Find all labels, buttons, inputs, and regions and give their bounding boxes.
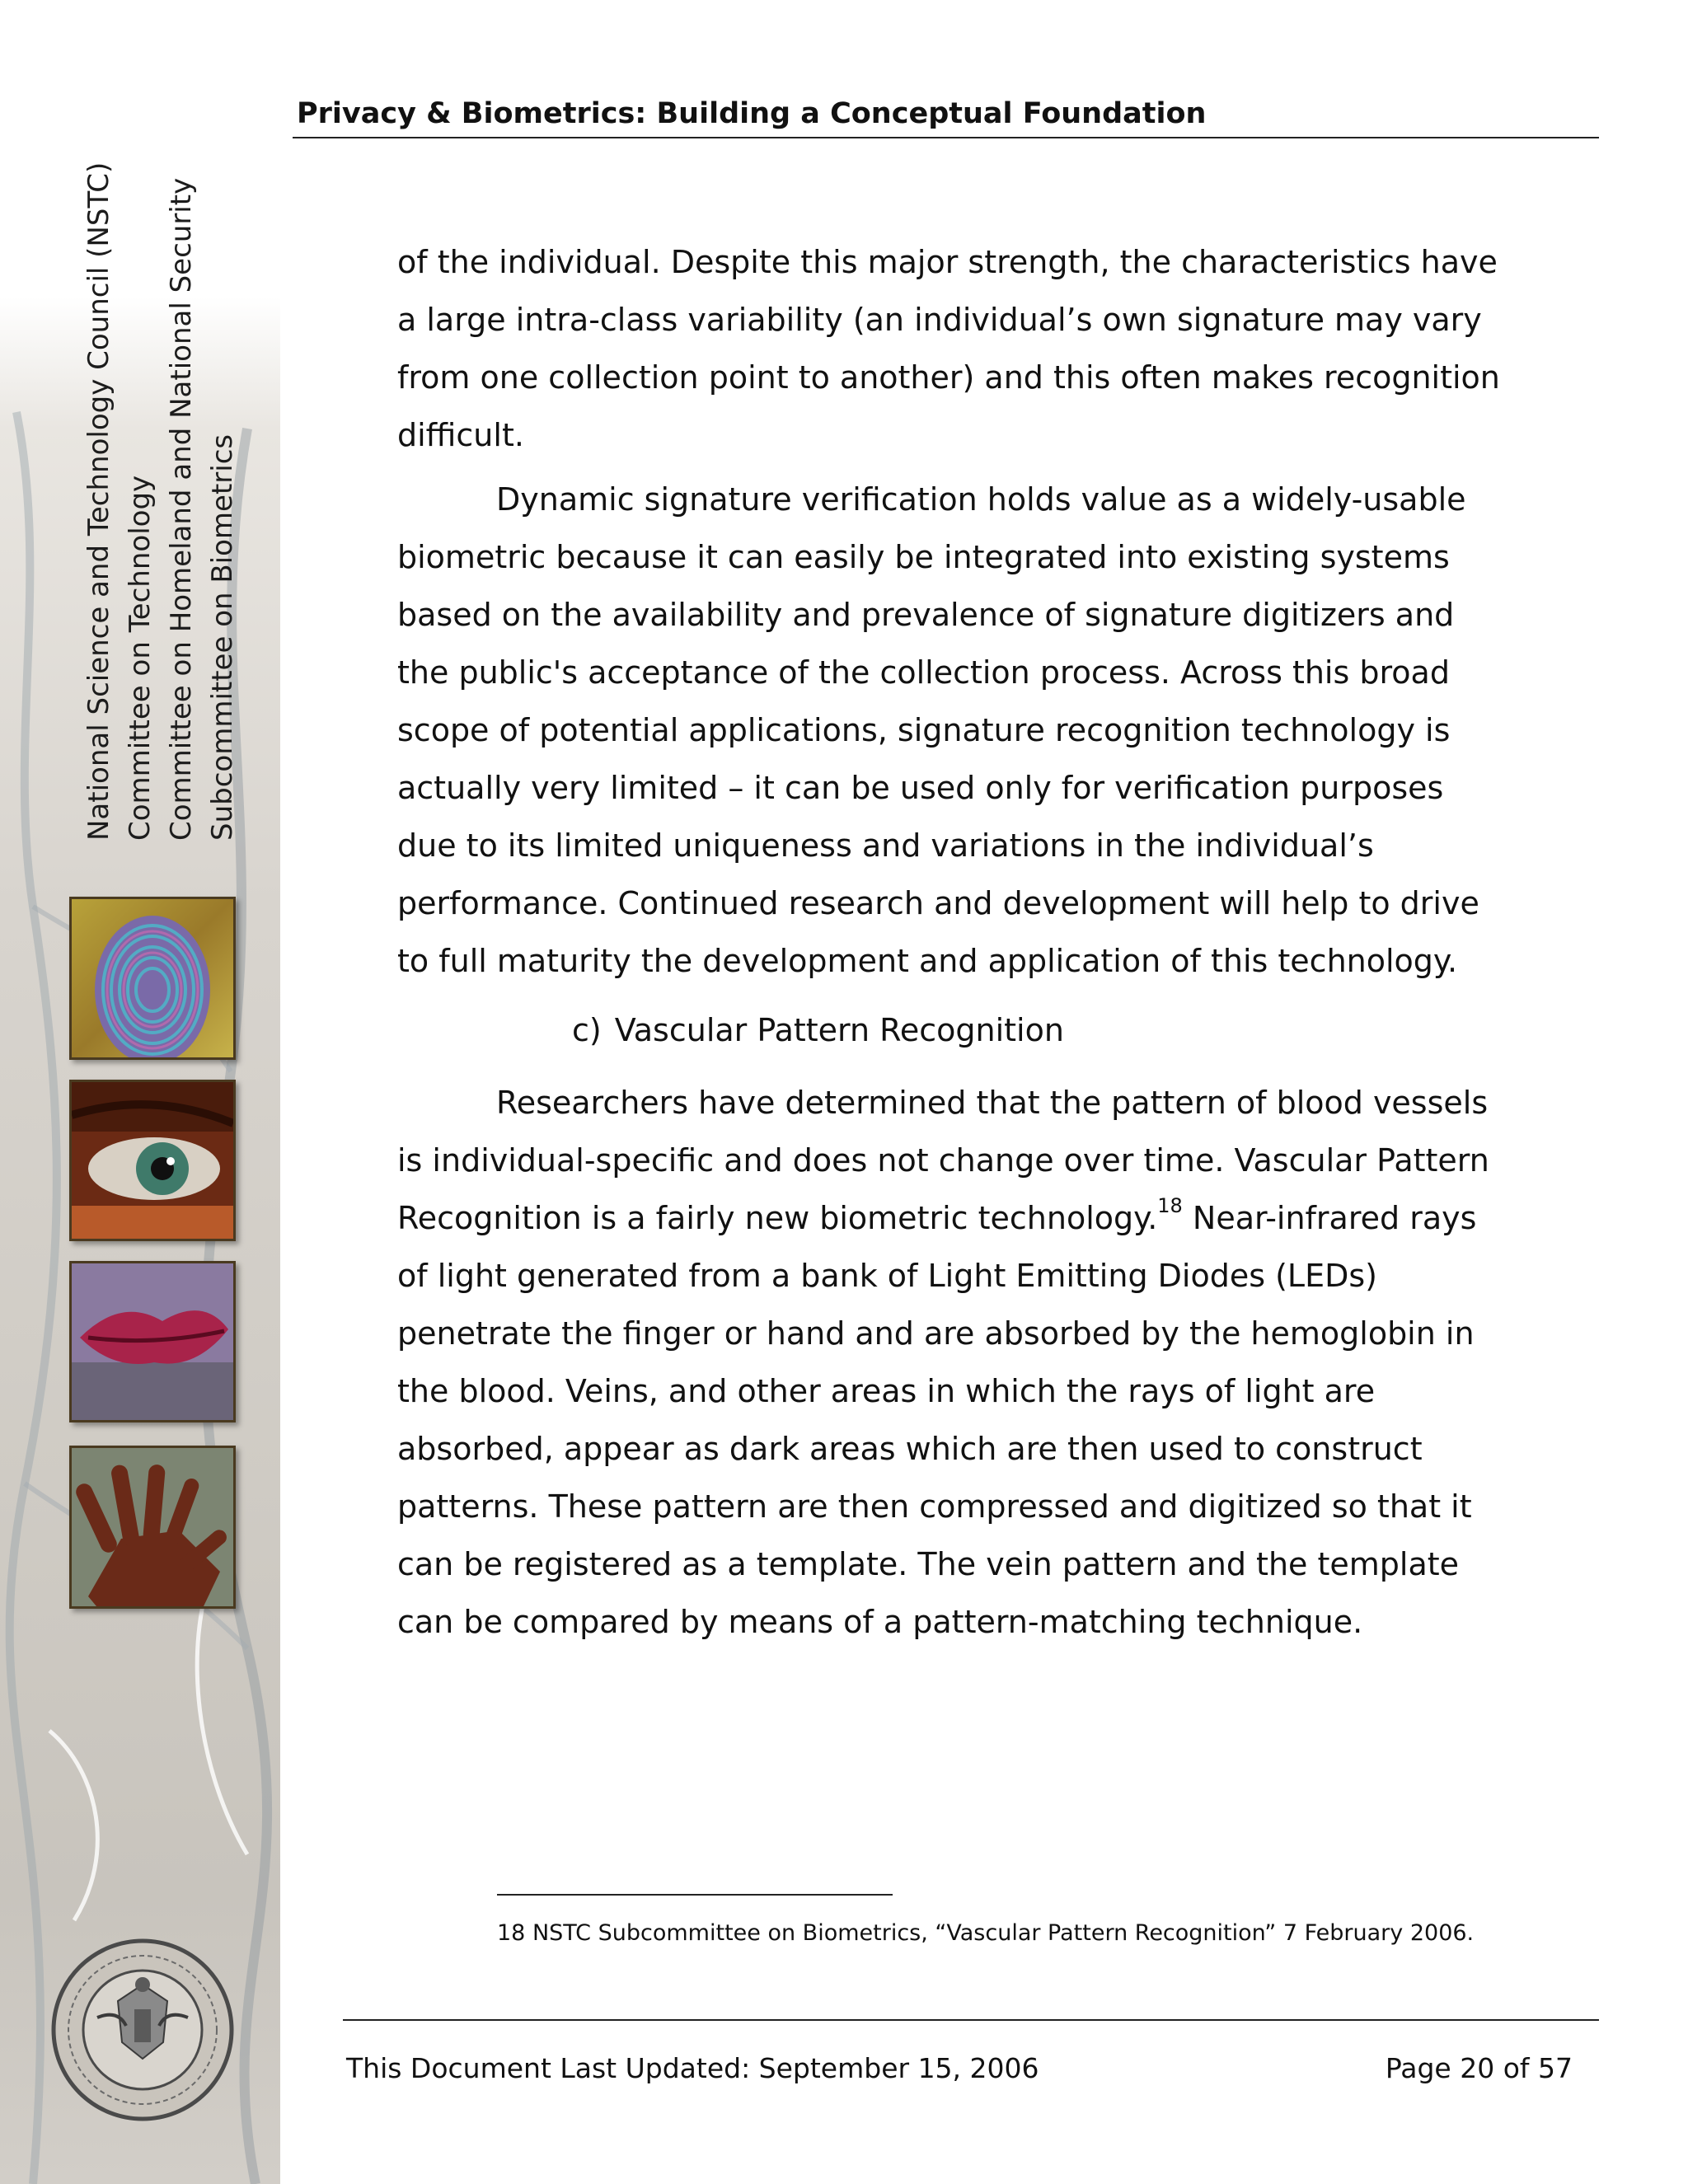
sidebar-line-homeland: Committee on Homeland and National Security bbox=[165, 177, 198, 841]
sidebar-title-block bbox=[78, 162, 243, 841]
paragraph-dynamic-signature: Dynamic signature verification holds value as a widely-usable biometric because it can easily be integrated into existing systems based on the availability and prevalence of signature digitizers and the public's acceptance of the collection process. Across this broad scope of potential applications, signature recognition technology is actually very limited – it can be used only for verification purposes due to its limited uniqueness and variations in the individual’s performance. Continued research and development will help to drive to full maturity the development and application of this technology. bbox=[397, 481, 1479, 979]
eye-image bbox=[69, 1080, 236, 1241]
paragraph-vascular-part1: Researchers have determined that the pattern of blood vessels is individual-specific and does not change over time. Vascular Pattern Recognition is a fairly new biometric technology. bbox=[397, 1085, 1489, 1236]
footnote-18: 18 NSTC Subcommittee on Biometrics, “Vascular Pattern Recognition” 7 February 2006. bbox=[497, 1920, 1475, 1946]
hand-image bbox=[69, 1446, 236, 1609]
fingerprint-image bbox=[69, 897, 236, 1060]
executive-office-seal bbox=[48, 1935, 237, 2125]
sidebar-line-nstc: National Science and Technology Council (NSTC) bbox=[82, 162, 115, 841]
footer-rule bbox=[343, 2019, 1599, 2021]
left-sidebar bbox=[0, 0, 280, 2184]
page-number: Page 20 of 57 bbox=[1385, 2052, 1573, 2084]
paragraph-vascular-part2: Near-infrared rays of light generated from a bank of Light Emitting Diodes (LEDs) penetrate the finger or hand and are absorbed by the hemoglobin in the blood. Veins, and other areas in which the rays of light are absorbed, appear as dark areas which are then used to construct patterns. These pattern are then compressed and digitized so that it can be registered as a template. The vein pattern and the template can be compared by means of a pattern-matching technique. bbox=[397, 1200, 1477, 1640]
section-heading-number: c) bbox=[572, 1012, 602, 1048]
section-heading-text: Vascular Pattern Recognition bbox=[614, 1012, 1064, 1048]
section-heading-vascular bbox=[397, 1001, 1510, 1059]
last-updated-text: This Document Last Updated: September 15, 2006 bbox=[346, 2052, 1039, 2084]
footnote-reference-18[interactable]: 18 bbox=[1157, 1194, 1183, 1217]
footnote-separator bbox=[497, 1894, 893, 1896]
running-header: Privacy & Biometrics: Building a Conceptual Foundation bbox=[297, 97, 1207, 130]
sidebar-line-biometrics: Subcommittee on Biometrics bbox=[206, 434, 239, 841]
paragraph-continued: of the individual. Despite this major strength, the characteristics have a large intra-class variability (an individual’s own signature may vary from one collection point to another) and this often makes recognition difficult. bbox=[397, 244, 1500, 453]
paragraph-vascular bbox=[397, 1074, 1510, 1651]
lips-image bbox=[69, 1261, 236, 1422]
sidebar-line-technology: Committee on Technology bbox=[124, 475, 157, 841]
header-rule bbox=[293, 137, 1599, 138]
body-text bbox=[397, 233, 1510, 1651]
